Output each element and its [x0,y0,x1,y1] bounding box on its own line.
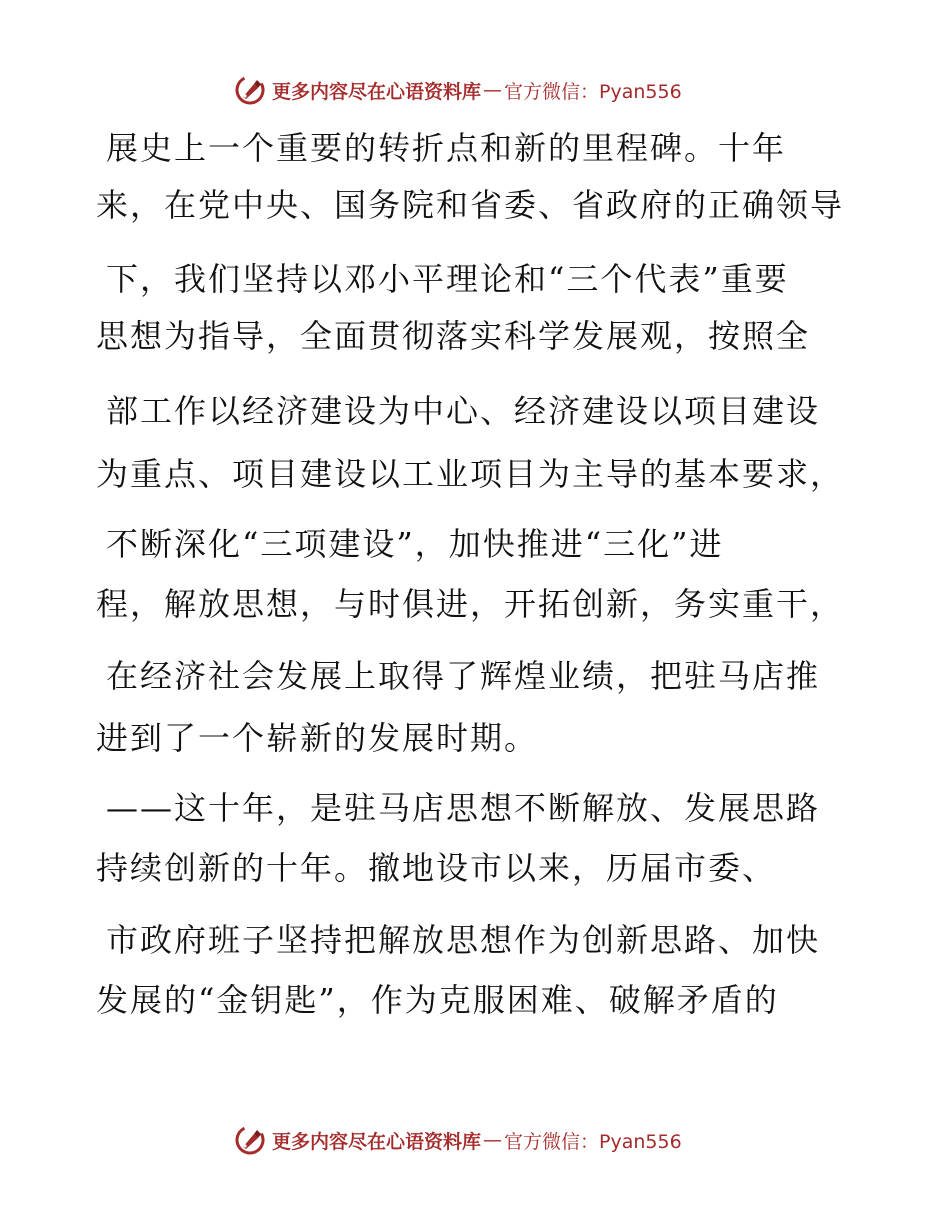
text-line: 来，在党中央、国务院和省委、省政府的正确领导 [96,186,845,224]
text-line: 程，解放思想，与时俱进，开拓创新，务实重干， [96,585,845,623]
text-line: 不断深化“三项建设”，加快推进“三化”进 [106,525,724,563]
text-line: 持续创新的十年。撤地设市以来，历届市委、 [96,849,777,887]
footer-watermark [234,1123,682,1157]
text-line: ——这十年，是驻马店思想不断解放、发展思路 [106,789,821,827]
text-line: 为重点、项目建设以工业项目为主导的基本要求， [96,455,845,493]
watermark-separator: — [483,1129,503,1151]
watermark-contact: 官方微信：Pyan556 [504,80,682,103]
text-line: 下，我们坚持以邓小平理论和“三个代表”重要 [106,260,789,298]
text-line: 思想为指导，全面贯彻落实科学发展观，按照全 [96,317,811,355]
text-line: 发展的“金钥匙”，作为克服困难、破解矛盾的 [96,981,779,1019]
header-watermark [234,73,682,107]
watermark-separator: — [483,79,503,101]
watermark-brand: 更多内容尽在心语资料库 [272,80,482,103]
fountain-pen-circle-icon [234,74,266,106]
text-line: 展史上一个重要的转折点和新的里程碑。十年 [106,129,787,167]
text-line: 进到了一个崭新的发展时期。 [96,719,539,757]
text-line: 部工作以经济建设为中心、经济建设以项目建设 [106,392,821,430]
watermark-contact: 官方微信：Pyan556 [504,1130,682,1153]
text-line: 在经济社会发展上取得了辉煌业绩，把驻马店推 [106,657,821,695]
watermark-brand: 更多内容尽在心语资料库 [272,1130,482,1153]
fountain-pen-circle-icon [234,1124,266,1156]
text-line: 市政府班子坚持把解放思想作为创新思路、加快 [106,921,821,959]
